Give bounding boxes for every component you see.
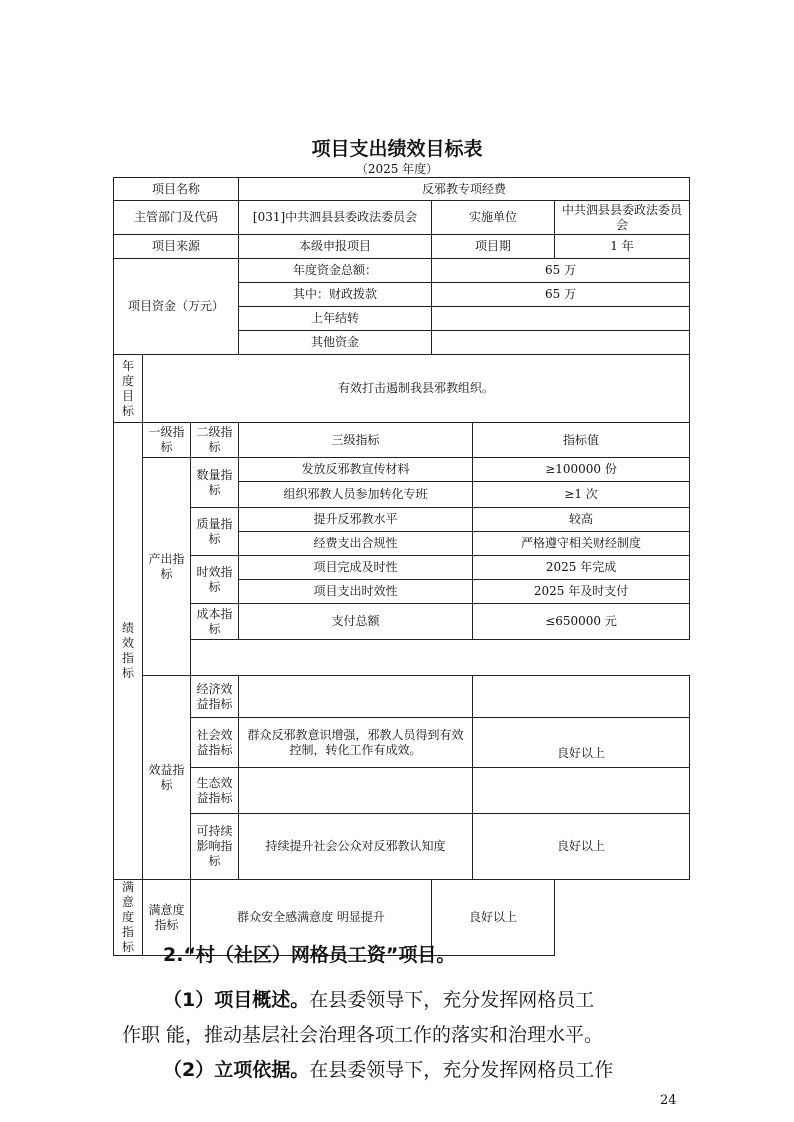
annual-goal-value: 有效打击遏制我县邪教组织。 (143, 355, 690, 423)
paragraph-1-line-2: 作职 能，推动基层社会治理各项工作的落实和治理水平。 (122, 1024, 604, 1046)
satisfaction-level1-label: 满意度指标 (114, 880, 143, 956)
indicator-value (473, 676, 690, 718)
indicator-name: 经费支出合规性 (239, 532, 473, 556)
annual-goal-label: 年度目标 (114, 355, 143, 423)
indicator-value: ≥1 次 (473, 482, 690, 508)
funds-label: 项目资金（万元） (114, 259, 239, 355)
cost-label: 成本指标 (191, 604, 239, 640)
table-title: 项目支出绩效目标表 (311, 138, 483, 160)
funds-total-value: 65 万 (432, 259, 690, 283)
section-heading: 2.“村（社区）网格员工资”项目。 (163, 944, 456, 966)
period-value: 1 年 (555, 235, 690, 259)
paragraph-1-lead: （1）项目概述。 (163, 989, 310, 1011)
time-label: 时效指标 (191, 556, 239, 604)
output-label: 产出指标 (143, 458, 191, 676)
benefit-label: 效益指标 (143, 676, 191, 880)
funds-carry-value (432, 307, 690, 331)
header-level3: 三级指标 (239, 423, 473, 458)
funds-fiscal-value: 65 万 (432, 283, 690, 307)
page-number: 24 (660, 1093, 677, 1108)
indicator-value: 严格遵守相关财经制度 (473, 532, 690, 556)
dept-label: 主管部门及代码 (114, 201, 239, 235)
paragraph-2-text: 在县委领导下，充分发挥网格员工作 (309, 1059, 614, 1081)
quality-label: 质量指标 (191, 508, 239, 556)
paragraph-2-line-1 (163, 1055, 613, 1082)
paragraph-1-text: 在县委领导下，充分发挥网格员工 (309, 989, 595, 1011)
paragraph-2-lead: （2）立项依据。 (163, 1059, 310, 1081)
source-label: 项目来源 (114, 235, 239, 259)
funds-other-label: 其他资金 (239, 331, 432, 355)
indicator-value: 2025 年及时支付 (473, 580, 690, 604)
indicator-value: 良好以上 (432, 880, 555, 956)
indicator-name: 支付总额 (239, 604, 473, 640)
funds-fiscal-label: 其中：财政拨款 (239, 283, 432, 307)
indicator-value (473, 768, 690, 814)
indicator-value: 较高 (473, 508, 690, 532)
source-value: 本级申报项目 (239, 235, 432, 259)
satisfaction-level2-label: 满意度指标 (143, 880, 191, 956)
indicator-value: ≤650000 元 (473, 604, 690, 640)
dept-value: [031]中共泗县县委政法委员会 (239, 201, 432, 235)
project-name-value: 反邪教专项经费 (239, 178, 690, 201)
performance-table (113, 177, 690, 956)
perf-label: 绩效指标 (114, 423, 143, 880)
social-label: 社会效益指标 (191, 718, 239, 768)
indicator-value: 良好以上 (473, 718, 690, 768)
indicator-name: 发放反邪教宣传材料 (239, 458, 473, 482)
quantity-label: 数量指标 (191, 458, 239, 508)
indicator-name: 持续提升社会公众对反邪教认知度 (239, 814, 473, 880)
period-label: 项目期 (432, 235, 555, 259)
funds-carry-label: 上年结转 (239, 307, 432, 331)
impl-value: 中共泗县县委政法委员会 (555, 201, 690, 235)
funds-other-value (432, 331, 690, 355)
impl-label: 实施单位 (432, 201, 555, 235)
indicator-name: 项目支出时效性 (239, 580, 473, 604)
funds-total-label: 年度资金总额： (239, 259, 432, 283)
indicator-name: 提升反邪教水平 (239, 508, 473, 532)
indicator-name: 群众反邪教意识增强，邪教人员得到有效控制，转化工作有成效。 (239, 718, 473, 768)
indicator-name: 组织邪教人员参加转化专班 (239, 482, 473, 508)
table-subtitle: （2025 年度） (355, 162, 439, 176)
indicator-value: 2025 年完成 (473, 556, 690, 580)
paragraph-1-line-1 (163, 985, 594, 1012)
header-value: 指标值 (473, 423, 690, 458)
indicator-name: 项目完成及时性 (239, 556, 473, 580)
indicator-value: ≥100000 份 (473, 458, 690, 482)
header-level1: 一级指标 (143, 423, 191, 458)
eco-label: 生态效益指标 (191, 768, 239, 814)
indicator-name: 群众安全感满意度 明显提升 (191, 880, 432, 956)
sustain-label: 可持续影响指标 (191, 814, 239, 880)
econ-label: 经济效益指标 (191, 676, 239, 718)
indicator-name (239, 676, 473, 718)
indicator-name (239, 768, 473, 814)
project-name-label: 项目名称 (114, 178, 239, 201)
header-level2: 二级指标 (191, 423, 239, 458)
indicator-value: 良好以上 (473, 814, 690, 880)
